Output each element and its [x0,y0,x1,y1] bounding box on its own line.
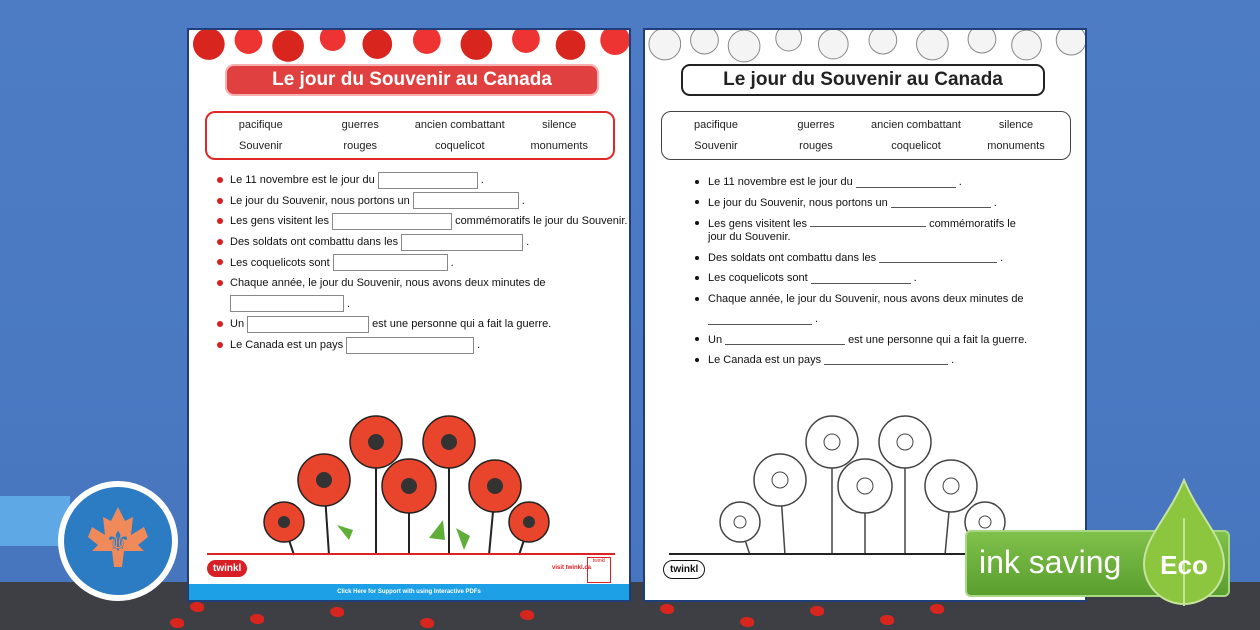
word: pacifique [238,119,283,132]
word: Souvenir [239,139,283,152]
answer-blank [856,177,956,188]
answer-input[interactable] [247,316,369,333]
word: ancien combattant [871,118,961,131]
sentence: Le Canada est un pays . [217,335,617,356]
sentence: Les gens visitent les commémoratifs le jour du Souvenir. [217,211,617,232]
footer-divider [207,553,615,555]
word: guerres [341,119,379,132]
sentence: Le 11 novembre est le jour du . [695,172,1087,192]
word-bank [661,111,1071,160]
eco-drop-icon [1140,478,1228,608]
sentence: Des soldats ont combattu dans les . [695,248,1087,268]
poppy-header [189,30,629,68]
sentence-list [217,170,628,355]
answer-blank [725,334,845,345]
answer-input[interactable] [333,254,448,271]
word: rouges [343,139,378,152]
twinkl-logo: twinkl [663,560,705,579]
sentence: Un est une personne qui a fait la guerre. [217,314,617,335]
word: Souvenir [694,140,738,153]
quebec-maple-badge [58,481,178,601]
word-bank [205,111,615,160]
sentence-cont: . [217,294,617,315]
answer-blank [891,197,991,208]
sentence: Les gens visitent les commémoratifs le jour du Souvenir. [695,213,1025,248]
sentence: Un est une personne qui a fait la guerre. [695,329,1087,349]
support-link[interactable]: Click Here for Support with using Interactive PDFs [189,584,629,600]
sentence: Le Canada est un pays . [695,350,1087,370]
answer-input[interactable] [332,213,452,230]
maple-leaf-icon [78,501,158,581]
sentence: Chaque année, le jour du Souvenir, nous avons deux minutes de [695,289,1087,309]
worksheet-title: Le jour du Souvenir au Canada [225,64,599,96]
answer-input[interactable] [230,295,344,312]
answer-blank [811,273,911,284]
ink-saving-label: ink saving [979,544,1122,580]
twinkl-logo: twinkl [207,560,247,577]
poppy-header-outline [645,30,1085,68]
answer-input[interactable] [413,192,519,209]
word: pacifique [693,118,739,131]
worksheet-ink-saving [643,28,1087,602]
svg-text:⚜: ⚜ [105,526,131,557]
sentence: Le 11 novembre est le jour du . [217,170,617,191]
word: silence [998,118,1034,131]
word: guerres [797,118,835,131]
eco-tag: Eco [1160,550,1208,580]
sentence: Chaque année, le jour du Souvenir, nous avons deux minutes de [217,273,617,294]
word: silence [542,119,577,132]
word: monuments [530,139,588,152]
word: ancien combattant [414,119,505,132]
sentence: Les coquelicots sont . [217,252,617,273]
sentence: Le jour du Souvenir, nous portons un . [695,192,1087,212]
sentence-list [695,172,1087,370]
word: coquelicot [434,139,485,152]
answer-input[interactable] [346,337,474,354]
answer-input[interactable] [378,172,478,189]
sentence: Le jour du Souvenir, nous portons un . [217,191,617,212]
sentence: Des soldats ont combattu dans les . [217,232,617,253]
sentence: Les coquelicots sont . [695,268,1087,288]
word: coquelicot [891,140,941,153]
answer-blank [824,354,948,365]
answer-blank [810,216,926,227]
poppy-illustration [249,410,569,560]
worksheet-title: Le jour du Souvenir au Canada [681,64,1045,96]
answer-blank [879,252,997,263]
word: monuments [987,140,1045,153]
sentence-cont: . [695,309,1087,329]
twinkl-badge: twinkl [587,557,611,583]
word: rouges [799,140,833,153]
answer-input[interactable] [401,234,523,251]
visit-link[interactable]: visit twinkl.ca [551,565,591,571]
answer-blank [708,314,812,325]
worksheet-color [187,28,631,602]
